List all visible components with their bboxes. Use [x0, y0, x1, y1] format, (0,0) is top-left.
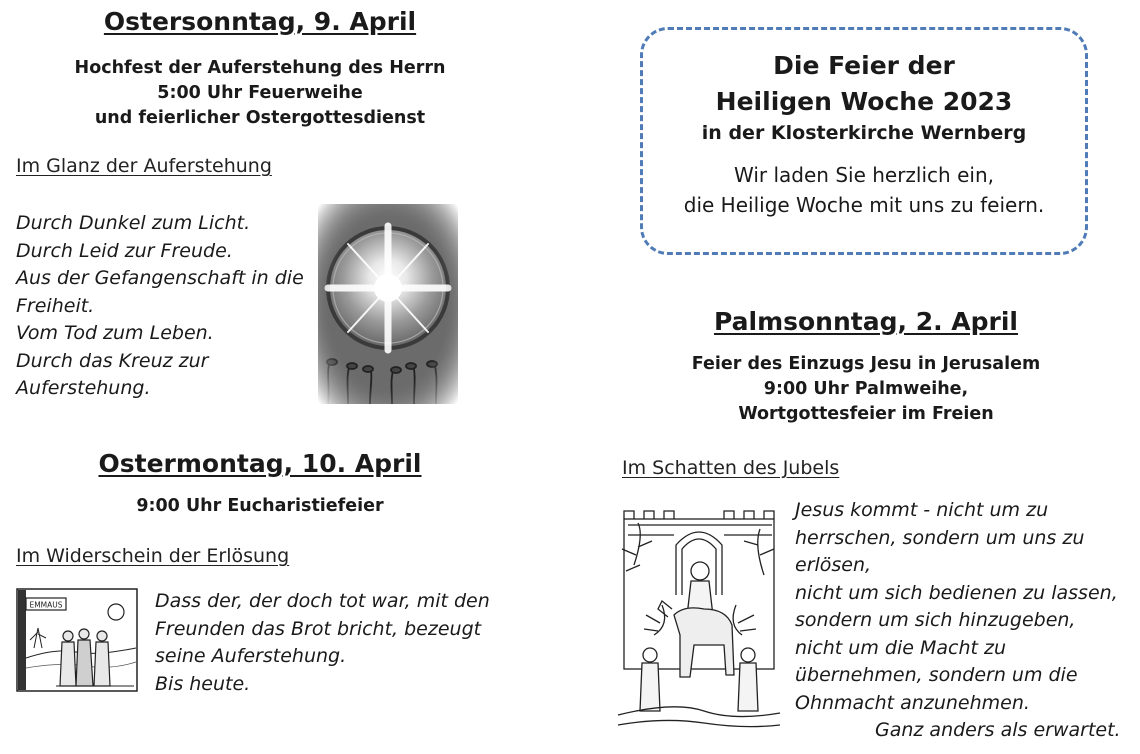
poem-line: sondern um sich hinzugeben, [795, 609, 1076, 631]
easter-monday-poem [155, 588, 495, 698]
palm-sunday-section-heading: Im Schatten des Jubels [622, 457, 840, 479]
poem-line: Ohnmacht anzunehmen. [795, 691, 1030, 714]
poem-line: Dass der, der doch tot war, mit den [155, 590, 490, 612]
info-line: Hochfest der Auferstehung des Herrn [74, 58, 446, 78]
holy-week-box-content [640, 48, 1088, 220]
poem-line: Auferstehung. [16, 377, 151, 399]
easter-sunday-section-heading: Im Glanz der Auferstehung [16, 155, 272, 177]
easter-sunday-title: Ostersonntag, 9. April [103, 7, 417, 36]
emmaus-sketch-icon [16, 588, 138, 692]
holy-week-invite-line: die Heilige Woche mit uns zu feiern. [683, 193, 1045, 217]
poem-line: erlösen, [795, 554, 872, 576]
info-line: Feier des Einzugs Jesu in Jerusalem [691, 354, 1041, 374]
poem-line: übernehmen, sondern um die [795, 664, 1078, 686]
poem-line: Bis heute. [155, 672, 251, 695]
poem-line: nicht um sich bedienen zu lassen, [795, 581, 1118, 604]
poem-line: Freunden das Brot bricht, bezeugt [155, 617, 482, 640]
info-line: und feierlicher Ostergottesdienst [94, 108, 426, 128]
poem-line: Vom Tod zum Leben. [16, 322, 214, 344]
easter-sunday-info [40, 56, 480, 131]
info-line: Wortgottesfeier im Freien [738, 404, 994, 424]
poem-line: Aus der Gefangenschaft in die [16, 267, 304, 289]
holy-week-invite-line: Wir laden Sie herzlich ein, [734, 163, 994, 187]
poem-line: herrschen, sondern um uns zu [795, 526, 1085, 549]
easter-monday-section-heading: Im Widerschein der Erlösung [16, 545, 290, 567]
poem-closing-line: Ganz anders als erwartet. [875, 719, 1121, 741]
resurrection-light-cross-icon [318, 204, 458, 404]
poem-line: Durch Dunkel zum Licht. [16, 212, 251, 234]
palm-sunday-poem [795, 497, 1125, 745]
palm-sunday-info [646, 352, 1086, 427]
emmaus-sign-text: EMMAUS [29, 600, 63, 610]
easter-monday-info: 9:00 Uhr Eucharistiefeier [136, 496, 384, 516]
info-line: 5:00 Uhr Feuerweihe [157, 83, 363, 103]
poem-line: Jesus kommt - nicht um zu [795, 499, 1049, 521]
easter-monday-title: Ostermontag, 10. April [98, 449, 422, 478]
easter-sunday-poem [16, 210, 306, 403]
poem-line: Durch das Kreuz zur [16, 349, 209, 372]
palm-sunday-entry-sketch-icon [614, 505, 784, 731]
palm-sunday-title: Palmsonntag, 2. April [713, 307, 1019, 336]
poem-line: Freiheit. [16, 294, 95, 317]
holy-week-title-line: Die Feier der [773, 51, 955, 80]
holy-week-title-line: Heiligen Woche 2023 [715, 87, 1013, 116]
poem-line: seine Auferstehung. [155, 645, 347, 667]
holy-week-subtitle: in der Klosterkirche Wernberg [701, 122, 1027, 144]
info-line: 9:00 Uhr Palmweihe, [763, 379, 969, 399]
poem-line: nicht um die Macht zu [795, 636, 1006, 659]
poem-line: Durch Leid zur Freude. [16, 239, 233, 262]
